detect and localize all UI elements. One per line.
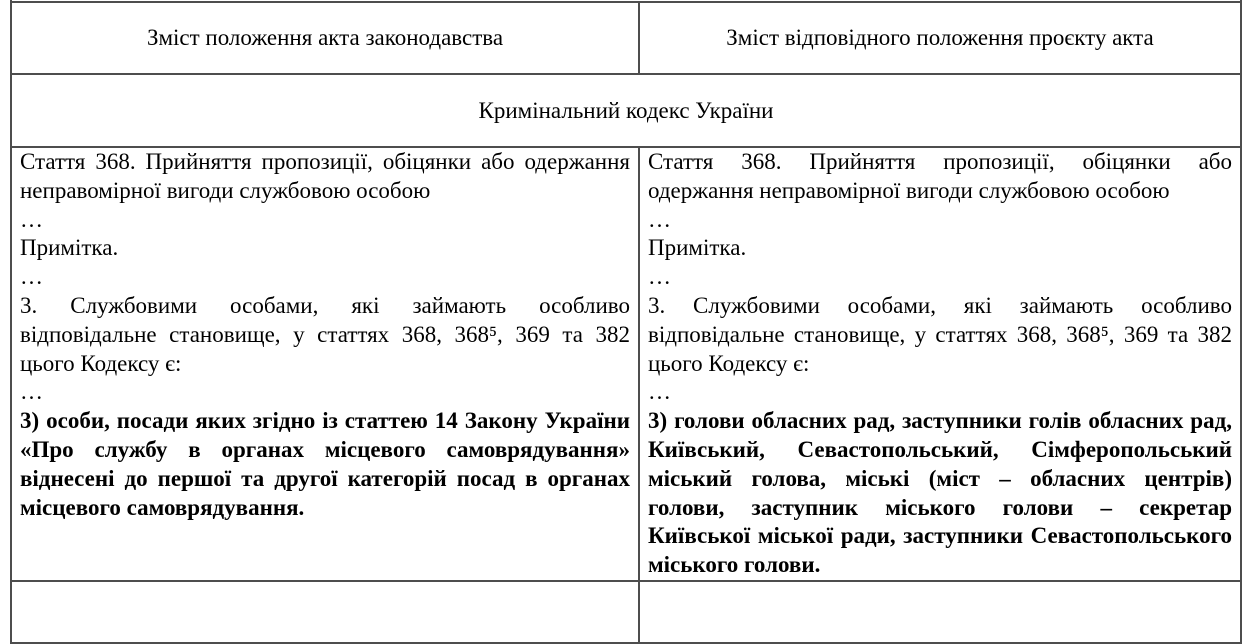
paragraph: … <box>648 206 671 232</box>
draft-act-text-cell <box>639 147 1241 581</box>
comparison-table <box>10 0 1242 644</box>
paragraph: 3) голови обласних рад, заступники голів обласних рад, Київський, Севастопольський, Сімферопольський міський голова, міські (міст – обласних центрів) голови, заступник міського голови – секретар Київської міської ради, заступники Севастопольського міського голови. <box>648 408 1232 578</box>
paragraph: … <box>20 264 43 290</box>
paragraph: Примітка. <box>648 235 747 261</box>
paragraph: Стаття 368. Прийняття пропозиції, обіцянки або одержання неправомірної вигоди службовою особою <box>20 149 630 203</box>
paragraph: … <box>648 264 671 290</box>
table-header-row <box>11 2 1241 74</box>
paragraph: 3. Службовими особами, які займають особливо відповідальне становище, у статтях 368, 368⁵, 369 та 382 цього Кодексу є: <box>20 292 630 376</box>
content-row <box>11 147 1241 581</box>
cut-off-bottom-cell-right <box>639 581 1241 643</box>
paragraph: Стаття 368. Прийняття пропозиції, обіцянки або одержання неправомірної вигоди службовою особою <box>648 149 1232 203</box>
header-cell-draft-act: Зміст відповідного положення проєкту акта <box>639 2 1241 74</box>
paragraph: … <box>648 379 671 405</box>
paragraph: 3. Службовими особами, які займають особливо відповідальне становище, у статтях 368, 368⁵, 369 та 382 цього Кодексу є: <box>648 292 1232 376</box>
section-title-row <box>11 74 1241 147</box>
paragraph: Примітка. <box>20 235 119 261</box>
document-page <box>10 0 1242 644</box>
legislation-text-cell <box>11 147 639 581</box>
paragraph: 3) особи, посади яких згідно із статтею 14 Закону України «Про службу в органах місцевого самоврядування» віднесені до першої та другої категорій посад в органах місцевого самоврядування. <box>20 408 630 520</box>
cut-off-bottom-cell-left <box>11 581 639 643</box>
paragraph: … <box>20 379 43 405</box>
cut-off-bottom-row <box>11 581 1241 643</box>
paragraph: … <box>20 206 43 232</box>
header-cell-legislation: Зміст положення акта законодавства <box>11 2 639 74</box>
section-title: Кримінальний кодекс України <box>11 74 1241 147</box>
